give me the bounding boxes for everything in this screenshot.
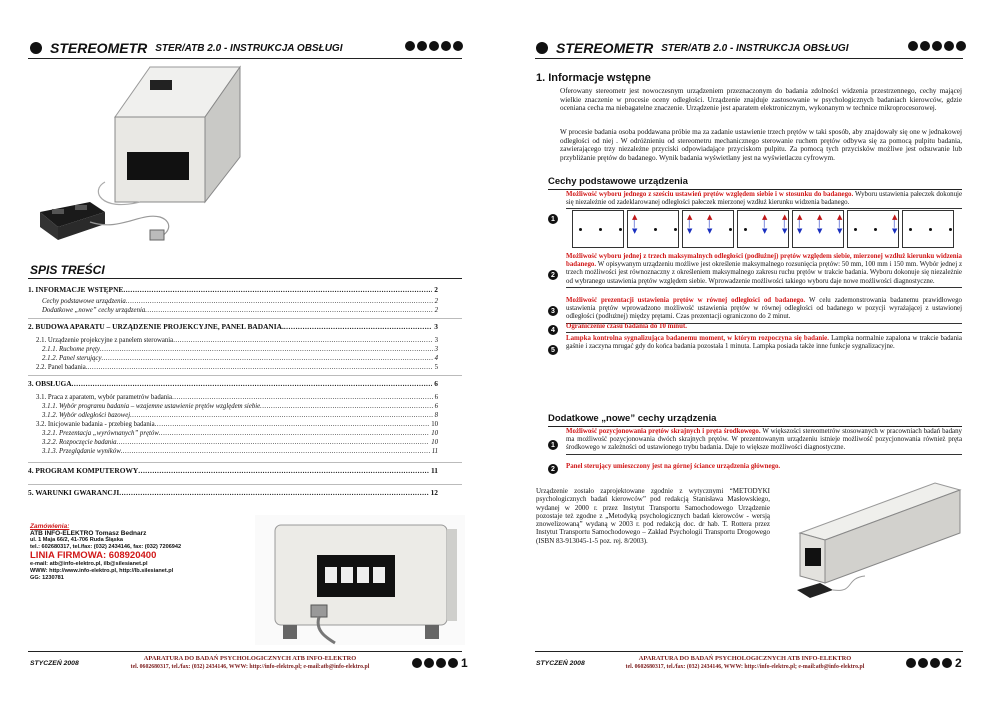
extra-feature-2: Panel sterujący umieszczony jest na górnej ściance urządzenia głównego. [566, 463, 781, 470]
toc-entry-text: 3.1.3. Przeglądanie wyników ..... [42, 448, 430, 455]
contact-label: Zamówienia: [30, 523, 70, 530]
extra-number-1-icon: 1 [548, 440, 558, 450]
basic-feature-5: Lampka kontrolna sygnalizująca badanemu moment, w którym rozpoczyna się badanie. Lampka normalnie zapalona w trakcie badania gaśnie i zaczyna mrugać gdy do końca badania pozostała 1 minuta. Lampka posiada także inne funkcje sygnalizacyjne. [566, 335, 962, 351]
toc-entry-page: 3 [434, 322, 438, 331]
toc-entry-page: 2 [434, 298, 438, 305]
toc-title-rule [28, 278, 462, 279]
toc-entry-text: 3.2.1. Prezentacja „wyrównanych” prętów ..... [42, 430, 429, 437]
toc-entry-text: 2.1. Urządzenie projekcyjne z panelem sterowania ..... [36, 337, 433, 344]
toc-entry[interactable] [28, 285, 438, 294]
toc-entry-page: 8 [434, 412, 438, 419]
toc-entry-page: 3 [434, 346, 438, 353]
right-page-number: 2 [955, 656, 962, 670]
toc-entry-text: Dodatkowe „nowe” cechy urządzenia ..... [42, 307, 433, 314]
toc-entry[interactable] [28, 466, 438, 475]
toc-entry-page: 6 [434, 379, 438, 388]
rod-arrow-icon: ▲ │ ▼ [817, 213, 823, 235]
right-header-subtitle: STER/ATB 2.0 - INSTRUKCJA OBSŁUGI [661, 42, 849, 54]
rod-diagram-box [682, 210, 734, 248]
rod-dot-icon [744, 228, 747, 231]
left-footer-center [95, 655, 405, 671]
toc-entry-text: 2. BUDOWA APARATU – URZĄDZENIE PROJEKCYJNE, PANEL BADANIA. ..... [28, 322, 432, 331]
extra-features-title: Dodatkowe „nowe” cechy urządzenia [548, 413, 717, 424]
right-header-dots [908, 41, 966, 51]
extra-title-rule [548, 426, 962, 427]
toc-entry-page: 3 [434, 337, 438, 344]
rod-dot-icon [579, 228, 582, 231]
rod-arrow-icon: ▲ │ ▼ [707, 213, 713, 235]
contact-www: WWW: http://www.info-elektro.pl, http://lb.silesianet.pl [30, 567, 174, 574]
rod-arrow-icon: ▲ │ ▼ [762, 213, 768, 235]
toc-entry[interactable] [28, 488, 438, 497]
number-5-icon: 5 [548, 345, 558, 355]
toc-entry-page: 10 [431, 439, 438, 446]
toc-entry-text: 2.1.2. Panel sterujący ..... [42, 355, 433, 362]
toc-entry[interactable] [28, 346, 438, 353]
rod-dot-icon [909, 228, 912, 231]
number-2-icon: 2 [548, 270, 558, 280]
right-footer-center [590, 655, 900, 671]
basic-feature-4: Ograniczenie czasu badania do 10 minut. [566, 323, 962, 333]
basic-feature-3: Możliwość prezentacji ustawienia prętów w równej odległości od badanego. W celu zademonstrowania badanemu prawidłowego ustawienia prętów wprowadzono możliwość ustawienia prętów w równej odległości od badanego w pozycji wyrażającej z ustawionej odległości (podłużnej) między prętami. Czas prezentacji ograniczono do 2 minut. [566, 297, 962, 324]
toc-entry[interactable] [28, 298, 438, 305]
toc-entry[interactable] [28, 322, 438, 331]
rod-diagram-box [902, 210, 954, 248]
toc-section-rule [28, 484, 462, 485]
toc-entry-text: 3. OBSŁUGA ..... [28, 379, 432, 388]
toc-entry[interactable] [28, 412, 438, 419]
contact-address: ul. 1 Maja 66/2, 41-706 Ruda Śląska [30, 537, 123, 544]
toc-entry-text: Cechy podstawowe urządzenia ..... [42, 298, 433, 305]
contact-hotline: LINIA FIRMOWA: 608920400 [30, 550, 157, 562]
stereometer-device-image [30, 62, 245, 252]
toc-entry-page: 5 [434, 364, 438, 371]
toc-entry[interactable] [28, 448, 438, 455]
rod-dot-icon [619, 228, 622, 231]
stereometer-long-device-image [775, 478, 965, 603]
right-header-title: STEREOMETR [556, 40, 654, 56]
toc-entry[interactable] [28, 430, 438, 437]
toc-entry-page: 4 [434, 355, 438, 362]
contact-block [30, 524, 181, 581]
rod-dot-icon [929, 228, 932, 231]
left-header-title: STEREOMETR [50, 40, 148, 56]
right-page-header [536, 40, 848, 56]
bullet-dot-icon [536, 42, 548, 54]
toc-entry-text: 2.2. Panel badania. ..... [36, 364, 433, 371]
rod-diagram-box [847, 210, 899, 248]
toc-entry-page: 11 [431, 448, 438, 455]
contact-phones: tel.: 602680317, tel./fax: (032) 2434146, fax: (032) 7206942 [30, 543, 182, 550]
right-footer-rule [535, 651, 963, 652]
toc-entry[interactable] [28, 364, 438, 371]
contact-email: e-mail: atb@info-elektro.pl, ilb@silesianet.pl [30, 561, 148, 568]
toc-entry-page: 6 [434, 394, 438, 401]
toc-entry-text: 4. PROGRAM KOMPUTEROWY ..... [28, 466, 429, 475]
toc-entry-text: 1. INFORMACJE WSTĘPNE ..... [28, 285, 432, 294]
right-footer-line2: tel. 0602680317, tel./fax: (032) 2434146, WWW: http://info-elektro.pl; e-mail:atb@info-elektro.pl [625, 664, 865, 670]
rod-dot-icon [949, 228, 952, 231]
toc-entry[interactable] [28, 379, 438, 388]
basic-feature-2: Możliwość wyboru jednej z trzech maksymalnych odległości (podłużnej) prętów względem siebie, mierzonej wzdłuż kierunku widzenia badanego. W opisywanym urządzeniu możliwe jest określenie maksymalnego rozsunięcia prętów: 50 mm, 100 mm i 150 mm. Wybór jednej z trzech możliwości jest równoznaczny z określeniem maksymalnego zakresu ruchu prętów w trakcie badania. Wyboru dokonuje się niezależnie od wybranego ustawienia prętów względem siebie. Wprowadzenie możliwości takiego wyboru daje nowe możliwości diagnostyczne. [566, 253, 962, 288]
toc-entry-page: 10 [431, 421, 438, 428]
toc-entry-page: 10 [431, 430, 438, 437]
rod-arrow-icon: ▲ │ ▼ [687, 213, 693, 235]
rod-dot-icon [874, 228, 877, 231]
extra-feature-1: Możliwość pozycjonowania prętów skrajnych i pręta środkowego. W większości stereometrów stosowanych w pracowniach badań badany ma możliwość pozycjonowania dwóch skrajnych prętów. W prezentowanym urządzeniu istnieje możliwość pozycjonowania również pręta środkowego w zależności od ustawionego trybu badania. Daje to większe możliwości diagnostyczne. [566, 428, 962, 455]
toc-entry-page: 12 [430, 488, 438, 497]
toc-entry-page: 2 [434, 307, 438, 314]
right-header-rule [535, 58, 963, 59]
number-4-icon: 4 [548, 325, 558, 335]
left-footer-dots [412, 658, 458, 668]
toc-entry-text: 5. WARUNKI GWARANCJI ..... [28, 488, 429, 497]
right-footer-page [906, 656, 962, 670]
rod-dot-icon [729, 228, 732, 231]
toc-title: SPIS TREŚCI [30, 263, 105, 277]
rod-arrow-icon: ▲ │ ▼ [797, 213, 803, 235]
rod-dot-icon [674, 228, 677, 231]
toc-entry-text: 3.2.2. Rozpoczęcie badania ..... [42, 439, 429, 446]
left-header-dots [405, 41, 463, 51]
toc-entry[interactable] [28, 439, 438, 446]
contact-company: ATB INFO-ELEKTRO Tomasz Bednarz [30, 529, 147, 537]
right-footer-line1: APARATURA DO BADAŃ PSYCHOLOGICZNYCH ATB INFO-ELEKTRO [638, 655, 852, 662]
toc-entry[interactable] [28, 394, 438, 401]
rod-arrow-icon: ▲ │ ▼ [837, 213, 843, 235]
number-1-icon: 1 [548, 214, 558, 224]
basic-feature-1: Możliwość wyboru jednego z sześciu ustawień prętów względem siebie i w stosunku do badanego. Wyboru ustawienia pałeczek dokonuje się niezależnie od zadeklarowanej odległości pałeczek mierzonej wzdłuż kierunku widzenia badanego. [566, 191, 962, 209]
basic-features-title: Cechy podstawowe urządzenia [548, 176, 688, 187]
toc-entry[interactable] [28, 421, 438, 428]
toc-entry[interactable] [28, 355, 438, 362]
rod-dot-icon [654, 228, 657, 231]
toc-entry-page: 2 [434, 285, 438, 294]
extra-number-2-icon: 2 [548, 464, 558, 474]
intro-paragraph-2: W procesie badania osoba poddawana próbie ma za zadanie ustawienie trzech prętów w taki sposób, aby znajdowały się one w jednakowej odległości od niej . W odróżnieniu od stereometru mechanicznego sterowanie ruchem prętów odbywa się za pomocą pulpitu badania, zawierającego trzy niezależne przyciski odpowiadające przyciskom pulpitu. Za pomocą tych przycisków możliwe jest odsuwanie lub przybliżanie prętów do badanego. Wynik badania wyświetlany jest na wyświetlaczu cyfrowym. [560, 128, 962, 162]
right-footer-date: STYCZEŃ 2008 [536, 660, 585, 667]
left-page-header [30, 40, 342, 56]
left-footer-rule [28, 651, 462, 652]
left-footer-page [412, 656, 468, 670]
rod-diagram-box [627, 210, 679, 248]
left-footer-line2: tel. 0602680317, tel./fax: (032) 2434146, WWW: http://info-elektro.pl; e-mail:atb@info-elektro.pl [130, 664, 370, 670]
toc-section-rule [28, 462, 462, 463]
rod-arrow-icon: ▲ │ ▼ [782, 213, 788, 235]
rod-diagram-box [572, 210, 624, 248]
number-3-icon: 3 [548, 306, 558, 316]
toc-entry-text: 3.1.1. Wybór programu badania – wzajemne ustawienie prętów względem siebie ..... [42, 403, 433, 410]
left-header-subtitle: STER/ATB 2.0 - INSTRUKCJA OBSŁUGI [155, 42, 343, 54]
device-front-image [255, 515, 465, 645]
left-header-rule [28, 58, 462, 59]
rod-dot-icon [854, 228, 857, 231]
rod-arrow-icon: ▲ │ ▼ [632, 213, 638, 235]
toc-section-rule [28, 375, 462, 376]
toc-entry-page: 6 [434, 403, 438, 410]
toc-entry[interactable] [28, 307, 438, 314]
toc-entry-text: 3.2. Inicjowanie badania - przebieg badania ..... [36, 421, 429, 428]
standard-compliance-text: Urządzenie zostało zaprojektowane zgodnie z wytycznymi “METODYKI psychologicznych badań kierowców” pod redakcją Stanisława Masłowskiego, wydanej w 2000 r. przez Instytut Transportu Samochodowego Urządzenie pozostaje też zgodne z „Metodyką psychologicznych badań kierowców - wersją znowelizowaną” wydaną w 2003 r. pod redakcją doc. dr hab. T. Rottera przez Instytut Transportu Samochodowego – Zakład Psychologii Transportu Drogowego (ISBN 83-913045-1-5 poz. rej. 8/2003). [536, 487, 770, 545]
toc-entry-page: 11 [431, 466, 438, 475]
toc-entry-text: 3.1.2. Wybór odległości bazowej ..... [42, 412, 433, 419]
section-title: 1. Informacje wstępne [536, 72, 651, 84]
left-footer-line1: APARATURA DO BADAŃ PSYCHOLOGICZNYCH ATB INFO-ELEKTRO [143, 655, 357, 662]
contact-gg: GG: 1230781 [30, 574, 64, 581]
left-footer-date: STYCZEŃ 2008 [30, 660, 79, 667]
intro-paragraph-1: Oferowany stereometr jest nowoczesnym urządzeniem przeznaczonym do badania zdolności widzenia przestrzennego, cechy mającej wielkie znaczenie w procesie oceny odległości. Urządzenie znajduje zastosowanie w psychologicznych badaniach kierowców, gdzie oceniana cecha ma niebagatelne znaczenie. Urządzenie jest aparatem elektronicznym, wykonanym w technice mikroprocesorowej. [560, 87, 962, 113]
right-footer-dots [906, 658, 952, 668]
rod-arrow-icon: ▲ │ ▼ [892, 213, 898, 235]
toc-entry-text: 2.1.1. Ruchome pręty ..... [42, 346, 433, 353]
left-page-number: 1 [461, 656, 468, 670]
rod-diagram-box [792, 210, 844, 248]
rod-diagram-box [737, 210, 789, 248]
toc-entry[interactable] [28, 403, 438, 410]
toc-section-rule [28, 318, 462, 319]
toc-entry-text: 3.1. Praca z aparatem, wybór parametrów badania ..... [36, 394, 433, 401]
rod-dot-icon [599, 228, 602, 231]
basic-title-rule [548, 189, 962, 190]
bullet-dot-icon [30, 42, 42, 54]
toc-entry[interactable] [28, 337, 438, 344]
